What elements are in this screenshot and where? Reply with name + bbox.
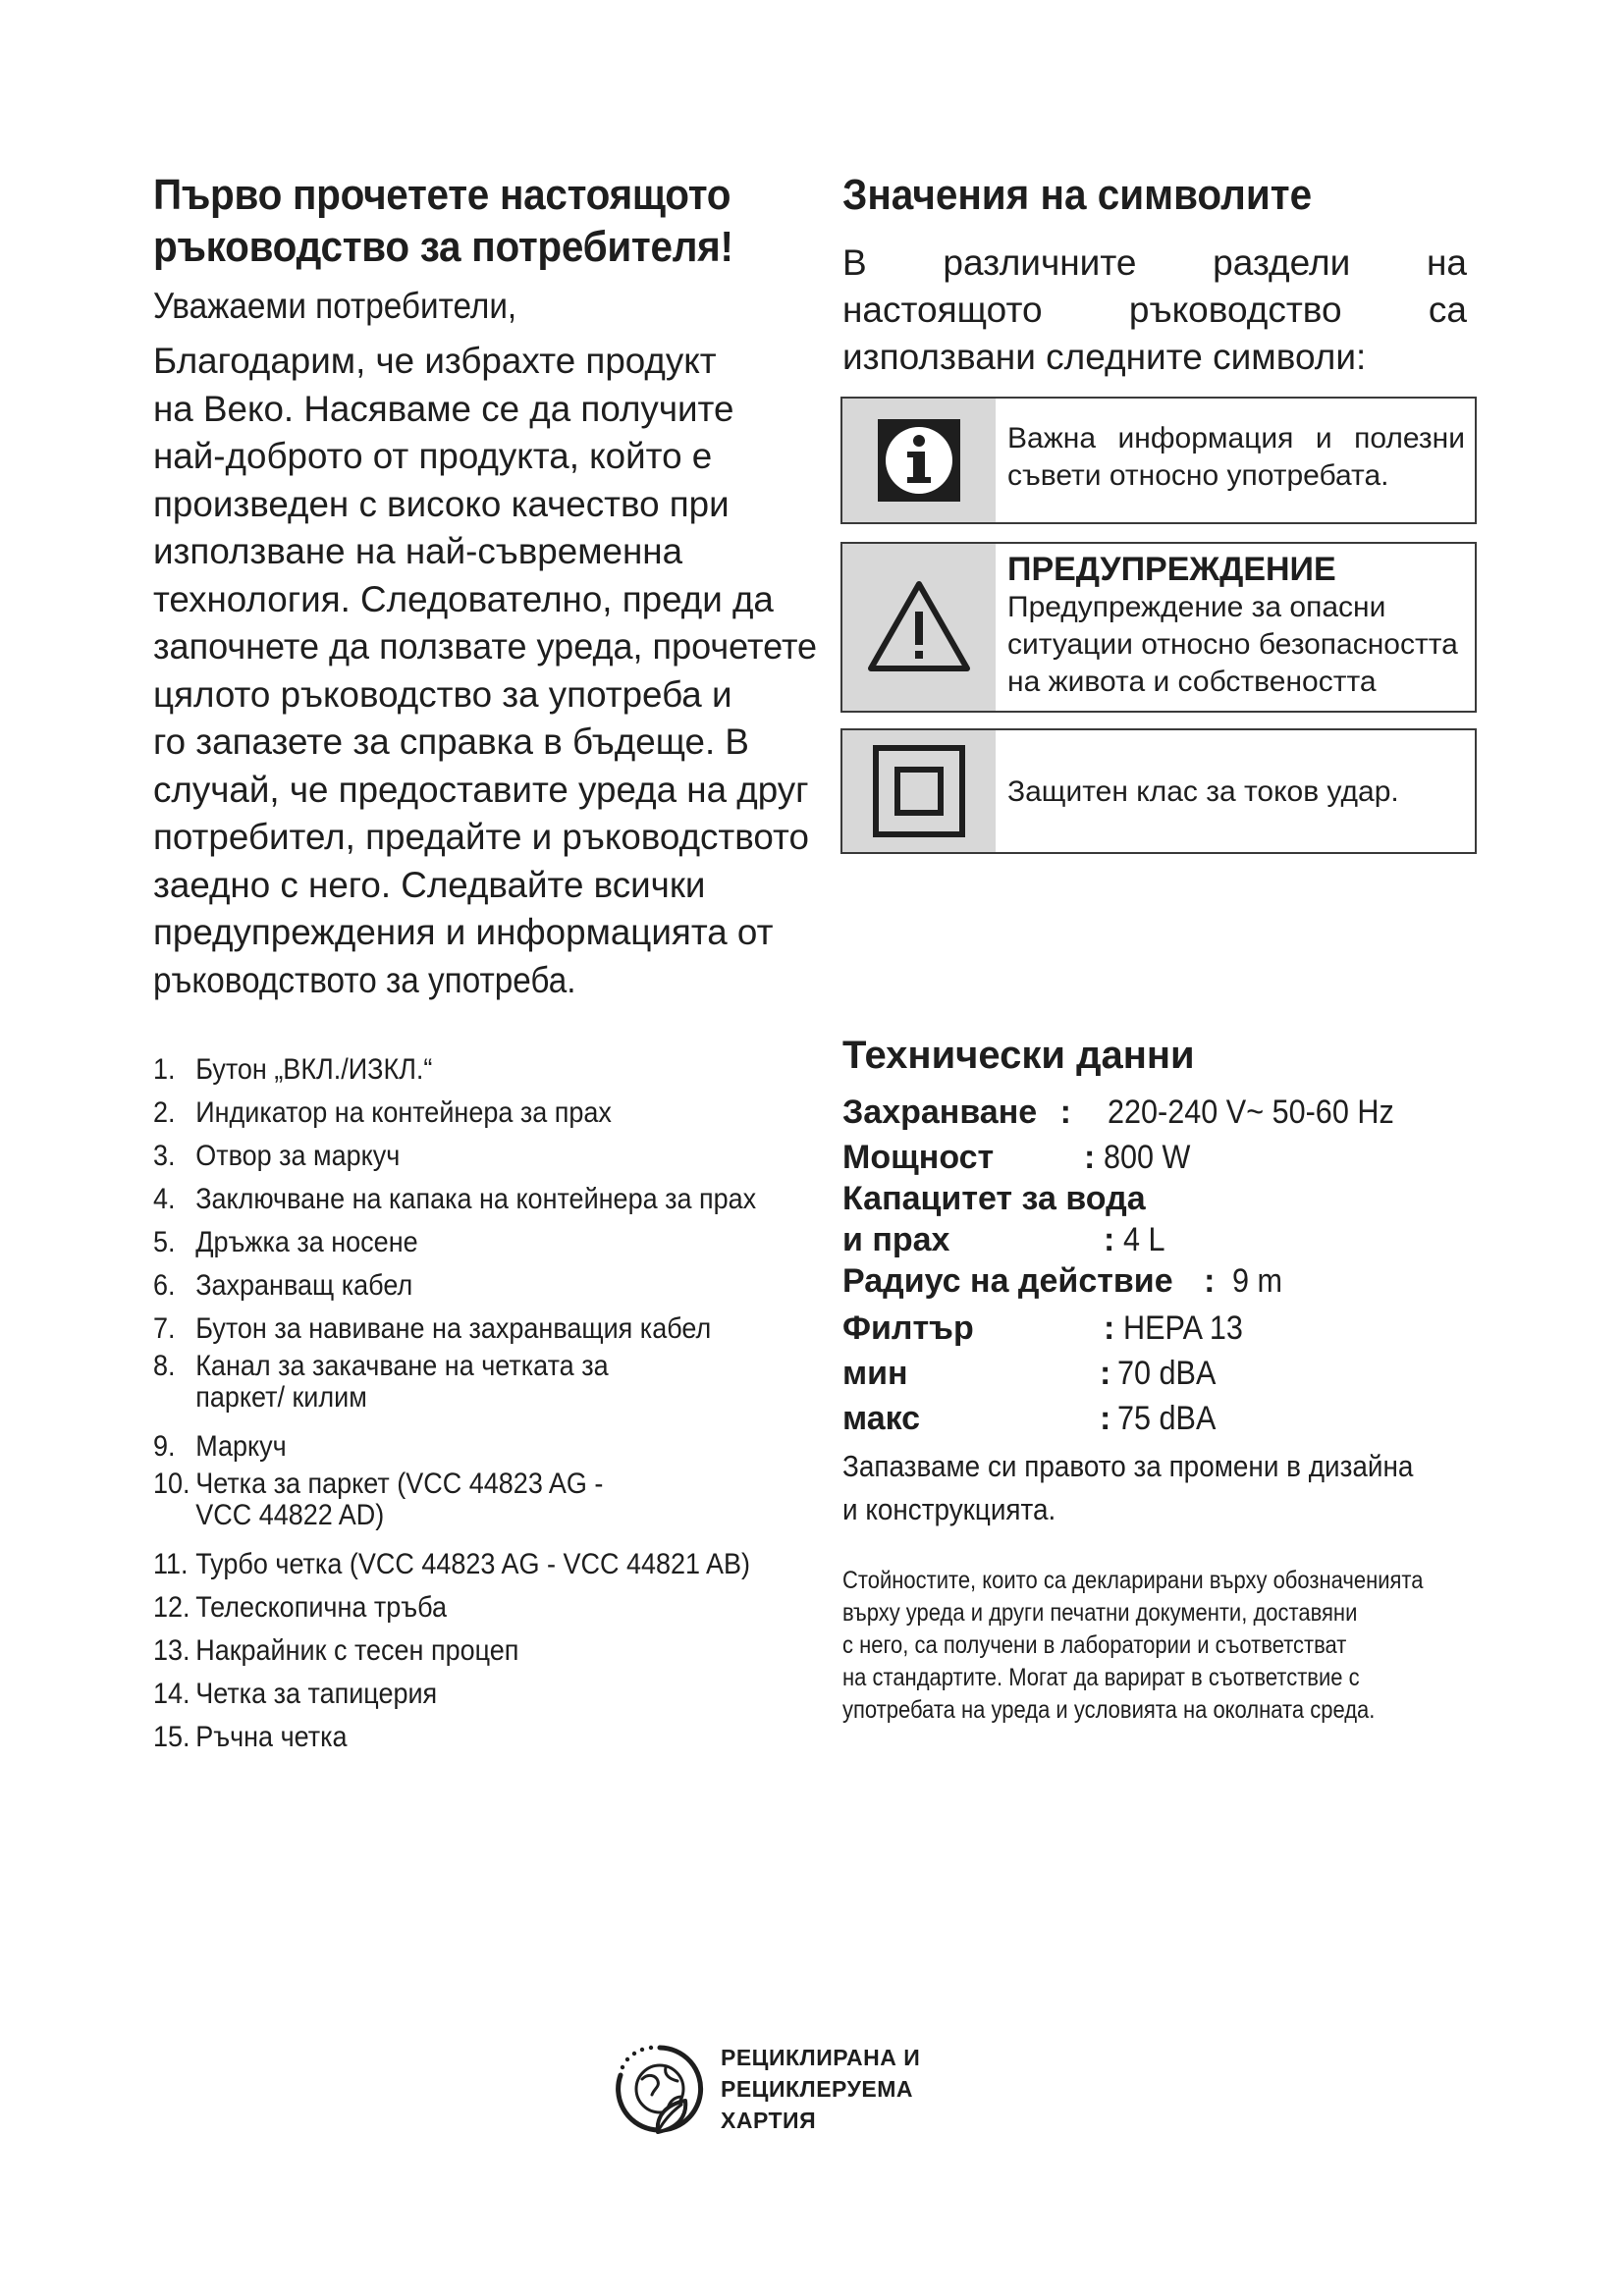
warning-line: ситуации относно безопасността bbox=[1007, 628, 1458, 661]
intro-line: използване на най-съвременна bbox=[153, 531, 683, 571]
spec-power-supply: Захранване : 220-240 V~ 50-60 Hz bbox=[842, 1094, 1395, 1131]
intro-line: ръководството за употреба. bbox=[153, 959, 576, 1000]
note-line: върху уреда и други печатни документи, доставяни bbox=[842, 1599, 1358, 1627]
recycled-paper-logo bbox=[609, 2038, 920, 2140]
intro-line: потребител, предайте и ръководството bbox=[153, 817, 809, 857]
info-icon bbox=[874, 415, 964, 506]
list-item: 11. Турбо четка (VCC 44823 AG - VCC 44821 AB) bbox=[153, 1548, 751, 1580]
intro-line: Благодарим, че избрахте продукт bbox=[153, 341, 717, 381]
warning-icon-cell bbox=[842, 544, 996, 711]
intro-line: най-доброто от продукта, който е bbox=[153, 436, 713, 476]
list-item: 2. Индикатор на контейнера за прах bbox=[153, 1096, 612, 1129]
intro-line: случай, че предоставите уреда на друг bbox=[153, 769, 809, 810]
reserve-note: Запазваме си правото за промени в дизайна и конструкцията. bbox=[842, 1449, 1414, 1526]
intro-line: произведен с високо качество при bbox=[153, 483, 730, 524]
warning-text bbox=[996, 544, 1475, 711]
recycle-leaf-icon bbox=[609, 2038, 711, 2140]
class-symbol-box bbox=[840, 728, 1477, 854]
intro-line: на Веко. Насяваме се да получите bbox=[153, 388, 734, 429]
symbols-title: Значения на символите bbox=[842, 171, 1313, 219]
spec-capacity: Капацитет за вода и прах : 4 L bbox=[842, 1180, 1165, 1258]
spec-noise-max: макс : 75 dBA bbox=[842, 1400, 1217, 1437]
info-icon-cell bbox=[842, 399, 996, 522]
warning-title: ПРЕДУПРЕЖДЕНИЕ bbox=[1007, 551, 1336, 588]
declared-values-note bbox=[842, 1565, 1430, 1727]
spec-filter: Филтър : HEPA 13 bbox=[842, 1309, 1243, 1347]
info-symbol-box bbox=[840, 397, 1477, 524]
list-item: 14. Четка за тапицерия bbox=[153, 1678, 438, 1710]
intro-line: започнете да ползвате уреда, прочетете bbox=[153, 626, 818, 667]
warning-icon bbox=[865, 578, 973, 676]
spec-radius: Радиус на действие : 9 m bbox=[842, 1262, 1282, 1300]
title-line-1: Първо прочетете настоящото bbox=[153, 171, 731, 219]
double-square-icon bbox=[870, 742, 968, 840]
intro-line: технология. Следователно, преди да bbox=[153, 578, 774, 619]
note-line: с него, са получени в лаборатории и съответстват bbox=[842, 1631, 1347, 1659]
note-line: употребата на уреда и условията на околната среда. bbox=[842, 1696, 1376, 1724]
warning-line: на живота и собствеността bbox=[1007, 666, 1377, 698]
symbols-intro: В различните раздели на настоящото ръководство са използвани следните символи: bbox=[842, 242, 1467, 377]
note-line: на стандартите. Могат да варират в съответствие с bbox=[842, 1664, 1360, 1691]
intro-line: заедно с него. Следвайте всички bbox=[153, 864, 706, 905]
list-item: 4. Заключване на капака на контейнера за прах bbox=[153, 1183, 757, 1215]
note-line: Стойностите, които са декларирани върху обозначенията bbox=[842, 1567, 1424, 1594]
list-item: 12. Телескопична тръба bbox=[153, 1591, 448, 1624]
spec-noise-min: мин : 70 dBA bbox=[842, 1355, 1217, 1392]
spec-power: Мощност : 800 W bbox=[842, 1139, 1191, 1176]
class-icon-cell bbox=[842, 730, 996, 852]
list-item: 3. Отвор за маркуч bbox=[153, 1140, 401, 1172]
page-title bbox=[153, 169, 785, 273]
intro-paragraph bbox=[153, 338, 821, 1004]
list-item: 6. Захранващ кабел bbox=[153, 1269, 413, 1302]
warning-symbol-box bbox=[840, 542, 1477, 713]
intro-line: го запазете за справка в бъдеще. В bbox=[153, 721, 749, 762]
recycle-text: РЕЦИКЛИРАНА И РЕЦИКЛЕРУЕМА ХАРТИЯ bbox=[721, 2045, 921, 2133]
list-item: 8. Канал за закачване на четката за паркет/ килим bbox=[153, 1350, 609, 1414]
intro-line: цялото ръководство за употреба и bbox=[153, 673, 732, 715]
list-item: 13. Накрайник с тесен процеп bbox=[153, 1634, 519, 1667]
parts-list bbox=[153, 1048, 840, 1759]
list-item: 1. Бутон „ВКЛ./ИЗКЛ.“ bbox=[153, 1053, 433, 1086]
list-item: 9. Маркуч bbox=[153, 1430, 287, 1463]
info-text: Важна информация и полезни съвети относно употребата. bbox=[1007, 422, 1465, 492]
intro-line: предупреждения и информацията от bbox=[153, 912, 774, 952]
tech-title: Технически данни bbox=[842, 1034, 1195, 1077]
list-item: 10. Четка за паркет (VCC 44823 AG - VCC 44822 AD) bbox=[153, 1468, 604, 1531]
list-item: 7. Бутон за навиване на захранващия кабел bbox=[153, 1312, 712, 1345]
list-item: 15. Ръчна четка bbox=[153, 1721, 348, 1753]
title-line-2: ръководство за потребителя! bbox=[153, 223, 733, 271]
class-text: Защитен клас за токов удар. bbox=[1007, 775, 1399, 808]
warning-line: Предупреждение за опасни bbox=[1007, 591, 1386, 623]
list-item: 5. Дръжка за носене bbox=[153, 1226, 418, 1258]
greeting: Уважаеми потребители, bbox=[153, 286, 517, 326]
